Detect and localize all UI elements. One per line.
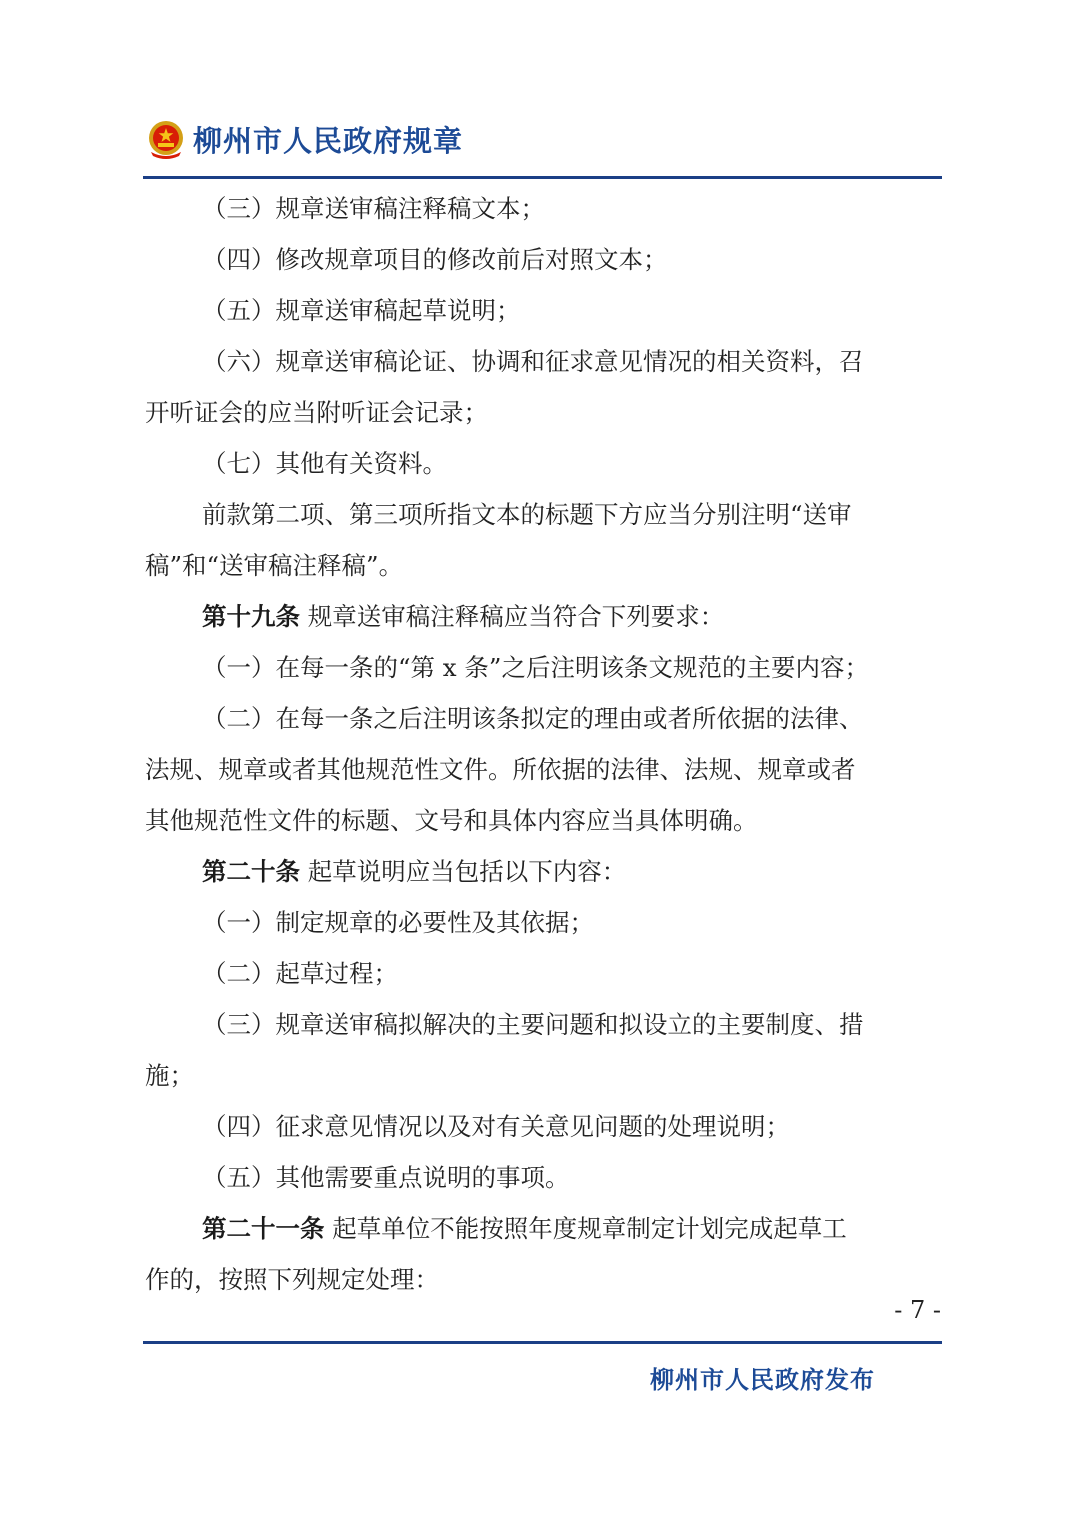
header-title: 柳州市人民政府规章: [193, 123, 464, 158]
national-emblem-icon: [145, 118, 187, 160]
page-number: - 7 -: [894, 1296, 941, 1324]
text-line: 稿”和“送审稿注释稿”。: [145, 551, 404, 580]
text-line: （一）制定规章的必要性及其依据；: [202, 908, 594, 937]
footer-publisher: 柳州市人民政府发布: [650, 1366, 875, 1394]
text-line: （三）规章送审稿拟解决的主要问题和拟设立的主要制度、措: [202, 1010, 864, 1039]
text-line: （一）在每一条的“第 x 条”之后注明该条文规范的主要内容；: [202, 653, 869, 682]
document-body: [145, 183, 942, 1305]
article-20-heading: 第二十条: [202, 857, 300, 886]
text-line: （二）在每一条之后注明该条拟定的理由或者所依据的法律、: [202, 704, 864, 733]
text-line: （六）规章送审稿论证、协调和征求意见情况的相关资料，召: [202, 347, 864, 376]
article-21-line: [145, 1203, 942, 1254]
text-line: 其他规范性文件的标题、文号和具体内容应当具体明确。: [145, 806, 758, 835]
document-header: [145, 112, 463, 166]
article-19-line: [145, 591, 942, 642]
header-divider: [143, 176, 942, 179]
text-line: 开听证会的应当附听证会记录；: [145, 398, 488, 427]
article-20-line: [145, 846, 942, 897]
text-line: 施；: [145, 1061, 194, 1090]
article-21-heading: 第二十一条: [202, 1214, 325, 1243]
footer-divider: [143, 1341, 942, 1344]
text-line: （五）规章送审稿起草说明；: [202, 296, 521, 325]
text-line: 法规、规章或者其他规范性文件。所依据的法律、法规、规章或者: [145, 755, 856, 784]
text-line: （五）其他需要重点说明的事项。: [202, 1163, 570, 1192]
text-line: 前款第二项、第三项所指文本的标题下方应当分别注明“送审: [202, 500, 852, 529]
article-21-text: 起草单位不能按照年度规章制定计划完成起草工: [324, 1214, 847, 1243]
text-line: （二）起草过程；: [202, 959, 398, 988]
text-line: （七）其他有关资料。: [202, 449, 447, 478]
text-line: （三）规章送审稿注释稿文本；: [202, 194, 545, 223]
text-line: （四）修改规章项目的修改前后对照文本；: [202, 245, 668, 274]
article-20-text: 起草说明应当包括以下内容：: [300, 857, 627, 886]
text-line: （四）征求意见情况以及对有关意见问题的处理说明；: [202, 1112, 790, 1141]
article-19-text: 规章送审稿注释稿应当符合下列要求：: [300, 602, 725, 631]
article-19-heading: 第十九条: [202, 602, 300, 631]
text-line: 作的，按照下列规定处理：: [145, 1265, 439, 1294]
